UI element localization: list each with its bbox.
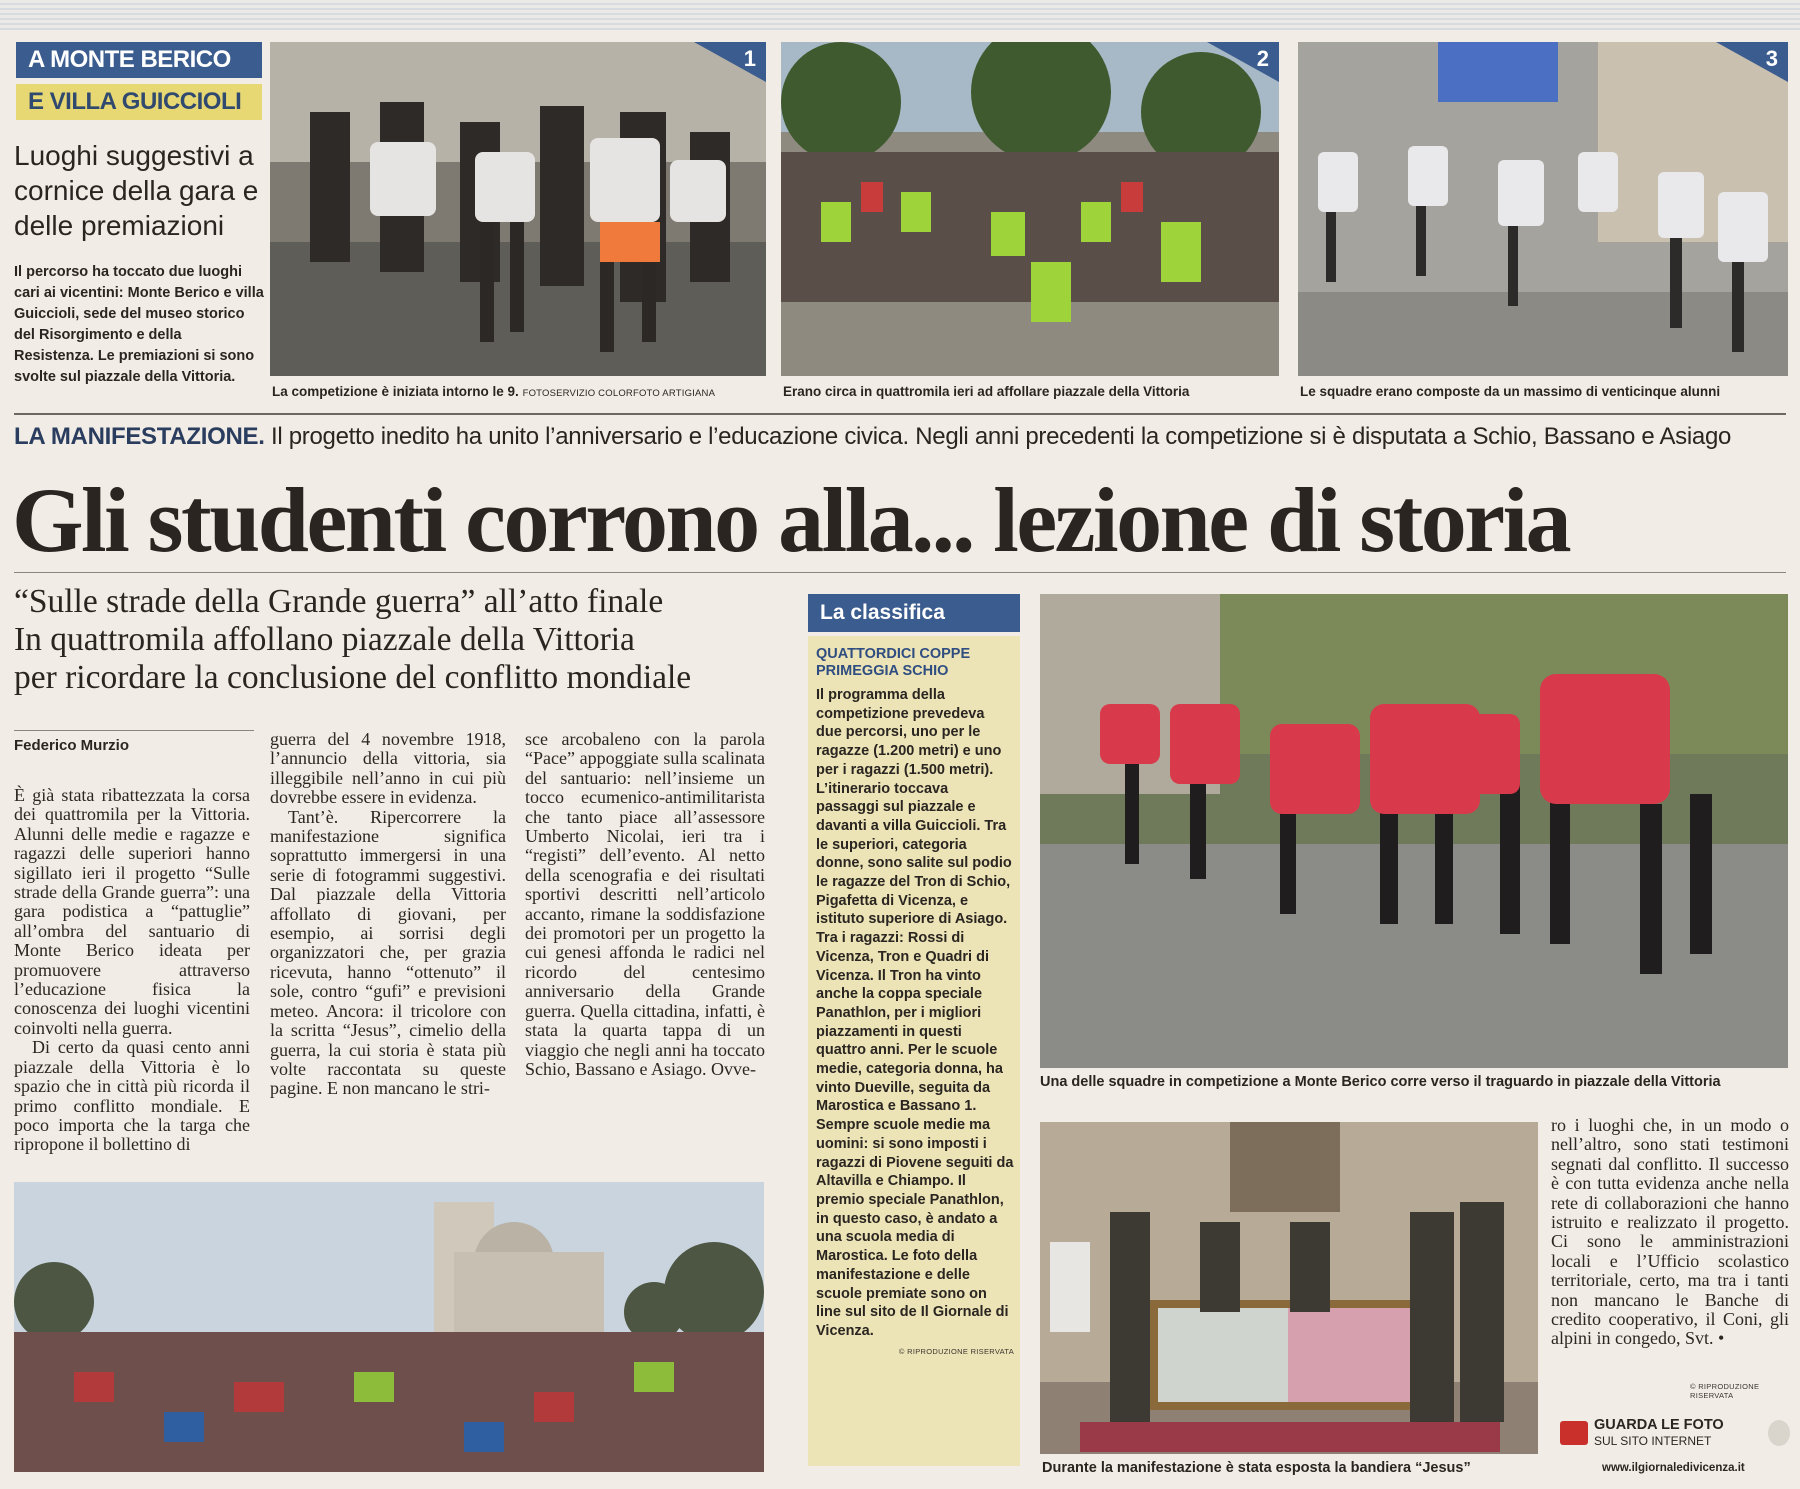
section-summary-text: Il progetto inedito ha unito l’anniversario e l’educazione civica. Negli anni precedenti la competizione si è disputata a Schio, Bassano e Asiago xyxy=(270,423,1732,450)
photo-badge-2: 2 xyxy=(1207,42,1279,82)
sidebar-kicker-primary: A MONTE BERICO xyxy=(16,42,262,78)
photo-crowd-sanctuary xyxy=(14,1182,764,1472)
section-label: LA MANIFESTAZIONE. xyxy=(14,423,265,450)
photo-1-caption: La competizione è iniziata intorno le 9. FOTOSERVIZIO COLORFOTO ARTIGIANA xyxy=(272,384,716,399)
headline-rule xyxy=(14,572,1786,573)
classifica-body: Il programma della competizione prevedeva due percorsi, uno per le ragazze (1.200 metri) e uno per i ragazzi (1.500 metri). L’itinerario toccava passaggi sul piazzale e davanti a villa Guiccioli. Tra le superiori, categoria donne, sono salite sul podio le ragazze del Tron di Schio, Pigafetta di Vicenza, e istituto superiore di Asiago. Tra i ragazzi: Rossi di Vicenza, Tron e Quadri di Vicenza. Il Tron ha vinto anche la coppa speciale Panathlon, per i migliori piazzamenti in questi quattro anni. Per le scuole medie, categoria donna, ha vinto Dueville, seguita da Marostica e Bassano 1. Sempre scuole medie ma uomini: si sono imposti i ragazzi di Piovene seguiti da Altavilla e Chiampo. Il premio speciale Panathlon, in questo caso, è andato a una scuola media di Marostica. Le foto della manifestazione e delle scuole premiate sono on line sul sito de Il Giornale di Vicenza. xyxy=(816,687,1014,1339)
photo-flag-jesus xyxy=(1040,1122,1538,1454)
article-paragraph: guerra del 4 novembre 1918, l’annuncio della vittoria, sia illeggibile nell’anno in cui più dovrebbe essere in evidenza. xyxy=(270,729,506,808)
promo-url[interactable]: www.ilgiornaledivicenza.it xyxy=(1602,1462,1745,1474)
photo-2-caption: Erano circa in quattromila ieri ad affollare piazzale della Vittoria xyxy=(783,384,1190,399)
byline: Federico Murzio xyxy=(14,737,130,754)
article-column-3 xyxy=(525,730,765,1079)
article-paragraph: ro i luoghi che, in un modo o nell’altro, sono stati testimoni segnati dal conflitto. Il successo è con tutta evidenza anche nella rete di collaborazioni che hanno istruito e realizzato il progetto. Ci sono le amministrazioni locali e l’Ufficio scolastico territoriale, certo, ma tra i tanti non mancano le Banche di credito cooperativo, il Coni, gli alpini in congedo, Svt. • xyxy=(1551,1115,1789,1349)
section-rule xyxy=(14,413,1786,415)
photo-badge-1: 1 xyxy=(694,42,766,82)
classifica-header: La classifica xyxy=(808,594,1020,632)
sidebar-body: Il percorso ha toccato due luoghi cari ai vicentini: Monte Berico e villa Guiccioli, sede del museo storico del Risorgimento e della Resistenza. Le premiazioni si sono svolte sul piazzale della Vittoria. xyxy=(14,264,264,385)
section-summary xyxy=(14,423,1786,451)
article-column-2 xyxy=(270,730,506,1099)
subheadline xyxy=(14,583,794,697)
subhead-line-1: “Sulle strade della Grande guerra” all’atto finale xyxy=(14,583,664,620)
article-paragraph: È già stata ribattezzata la corsa dei quattromila per la Vittoria. Alunni delle medie e ragazze e ragazzi delle superiori hanno sigillato ieri il progetto “Sulle strade della Grande guerra”: una gara podistica a “pattuglie” all’ombra del santuario di Monte Berico ideata per promuovere attraverso l’educazione fisica la conoscenza dei luoghi vicentini coinvolti nella guerra. xyxy=(14,785,250,1038)
byline-rule xyxy=(14,730,254,731)
article-paragraph: sce arcobaleno con la parola “Pace” appoggiate sulla scalinata del santuario: nell’insieme un tocco ecumenico-antimilitarista che tanto piace all’assessore Umberto Nicolai, ieri tra i “registi” dell’evento. Al netto della scenografia e dei risultati sportivi descritti nell’articolo accanto, rimane la soddisfazione dei promotori per un progetto la cui genesi affonda le radici nel ricordo del centesimo anniversario della Grande guerra. Quella cittadina, infatti, è stata la quarta tappa di un viaggio che negli anni ha toccato Schio, Bassano e Asiago. Ovve- xyxy=(525,729,765,1079)
flag-photo-caption: Durante la manifestazione è stata esposta la bandiera “Jesus” xyxy=(1042,1460,1471,1476)
article-rights: © RIPRODUZIONE RISERVATA xyxy=(1690,1382,1760,1400)
photo-crowd-2 xyxy=(781,42,1279,376)
sidebar-headline: Luoghi suggestivi a cornice della gara e delle premiazioni xyxy=(14,140,259,241)
article-column-4 xyxy=(1551,1116,1789,1349)
photo-badge-3: 3 xyxy=(1716,42,1788,82)
article-column-1 xyxy=(14,786,250,1155)
classifica-box xyxy=(808,636,1020,1466)
camera-icon xyxy=(1560,1421,1588,1445)
classifica-kicker: QUATTORDICI COPPE PRIMEGGIA SCHIO xyxy=(816,646,971,679)
classifica-rights: © RIPRODUZIONE RISERVATA xyxy=(898,1346,1014,1356)
article-paragraph: Tant’è. Ripercorrere la manifestazione significa soprattutto immergersi in una serie di fotogrammi suggestivi. Dal piazzale della Vittoria affollato di giovani, per esempio, ai sorrisi degli organizzatori che, per grazia ricevuta, hanno “ottenuto” il sole, contro “gufi” e previsioni meteo. Ancora: il tricolore con la scritta “Jesus”, cimelio della guerra, la cui storia è stata più volte raccontata su queste pagine. E non mancano le stri- xyxy=(270,806,506,1099)
article-paragraph: Di certo da quasi cento anni piazzale della Vittoria è lo spazio che in città più ricorda il primo conflitto mondiale. E poco importa che la targa che ripropone il bollettino di xyxy=(14,1037,250,1155)
big-photo-caption: Una delle squadre in competizione a Monte Berico corre verso il traguardo in piazzale della Vittoria xyxy=(1040,1074,1721,1090)
promo-subtitle: SUL SITO INTERNET xyxy=(1594,1434,1712,1448)
main-headline: Gli studenti corrono alla... lezione di storia xyxy=(12,469,1570,571)
subhead-line-2: In quattromila affollano piazzale della Vittoria xyxy=(14,621,635,658)
photo-team-finish xyxy=(1040,594,1788,1068)
subhead-line-3: per ricordare la conclusione del conflitto mondiale xyxy=(14,659,692,696)
photo-3-caption: Le squadre erano composte da un massimo di venticinque alunni xyxy=(1300,384,1721,399)
promo-title[interactable]: GUARDA LE FOTO xyxy=(1594,1417,1724,1433)
photo-runners-3 xyxy=(1298,42,1788,376)
qr-code-icon xyxy=(1768,1420,1790,1446)
sidebar-kicker-secondary: E VILLA GUICCIOLI xyxy=(16,84,262,120)
top-rule xyxy=(0,0,1800,30)
photo-runners-1 xyxy=(270,42,766,376)
